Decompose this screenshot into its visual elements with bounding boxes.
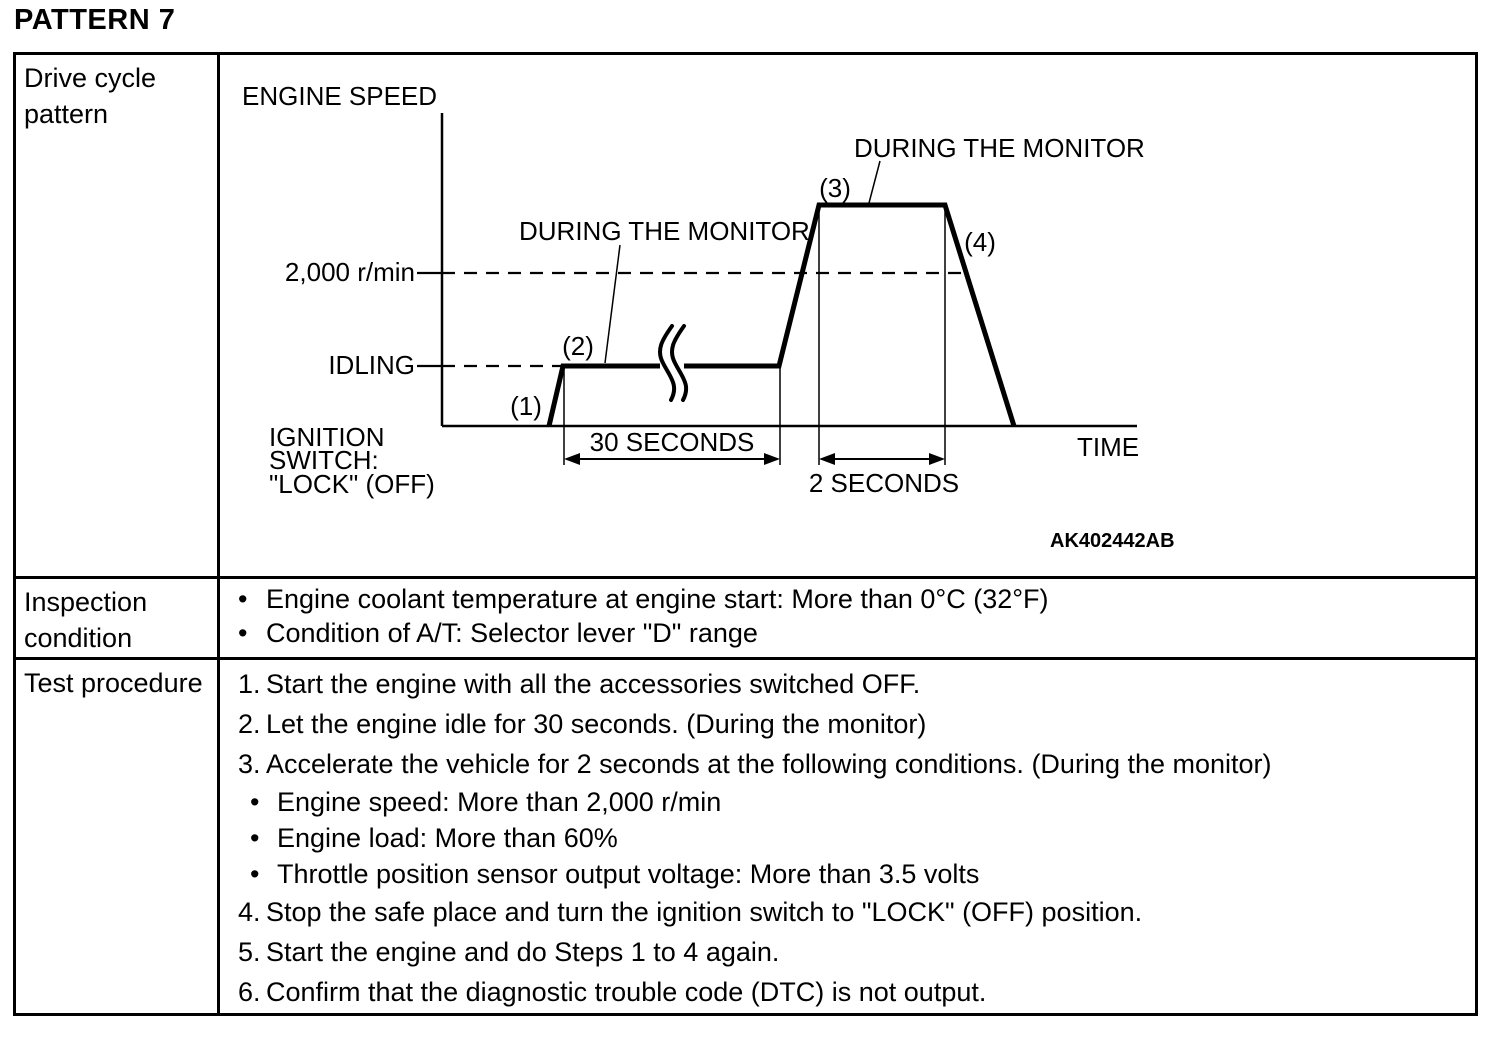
drive-cycle-diagram [220, 55, 1475, 576]
bullet-icon: • [238, 618, 248, 648]
pattern-table [13, 52, 1478, 1016]
list-item [238, 704, 1475, 744]
table-row-drive-cycle [16, 55, 1475, 579]
ignition-label-line1: IGNITION [269, 422, 385, 452]
table-row-test-procedure [16, 660, 1475, 1013]
ignition-label-line2: SWITCH: [269, 445, 379, 475]
step-number: 4. [238, 897, 261, 927]
step-text: Stop the safe place and turn the ignition switch to "LOCK" (OFF) position. [266, 897, 1143, 927]
bullet-icon: • [250, 859, 260, 889]
substep-text: Engine speed: More than 2,000 r/min [277, 787, 722, 817]
list-item [238, 972, 1475, 1012]
arrowhead-left-icon [564, 453, 580, 465]
idle-line-label: IDLING [328, 350, 415, 380]
duration-2s-label: 2 SECONDS [808, 468, 960, 498]
inspection-condition-cell [220, 579, 1475, 657]
list-item [250, 856, 1475, 892]
page-title: PATTERN 7 [14, 4, 176, 36]
step-number: 1. [238, 669, 261, 699]
step-text: Start the engine with all the accessories switched OFF. [266, 669, 921, 699]
step-number: 2. [238, 709, 261, 739]
step-text: Confirm that the diagnostic trouble code (DTC) is not output. [266, 977, 987, 1007]
rpm-line-label: 2,000 r/min [284, 257, 415, 287]
list-item [250, 784, 1475, 820]
list-item [238, 582, 1475, 616]
list-item [238, 664, 1475, 704]
step-number: 6. [238, 977, 261, 1007]
bullet-icon: • [250, 823, 260, 853]
inspection-item-text: Condition of A/T: Selector lever "D" range [266, 618, 758, 648]
monitor-label-accel: DURING THE MONITOR [854, 133, 1145, 163]
list-item [238, 892, 1475, 932]
inspection-item-text: Engine coolant temperature at engine start: More than 0°C (32°F) [266, 584, 1049, 614]
step-number: 3. [238, 749, 261, 779]
substep-text: Engine load: More than 60% [277, 823, 618, 853]
time-break-mark [660, 326, 674, 400]
test-procedure-list [220, 660, 1475, 1012]
row-label-inspection-condition: Inspection condition [16, 579, 220, 657]
step-text: Accelerate the vehicle for 2 seconds at the following conditions. (During the monitor) [266, 749, 1272, 779]
y-axis-label: ENGINE SPEED [242, 81, 438, 111]
monitor-label-idle: DURING THE MONITOR [519, 216, 810, 246]
bullet-icon: • [250, 787, 260, 817]
arrowhead-left-icon [819, 453, 835, 465]
row-label-drive-cycle-pattern: Drive cycle pattern [16, 55, 220, 576]
arrowhead-right-icon [929, 453, 945, 465]
arrowhead-right-icon [764, 453, 780, 465]
list-item [238, 744, 1475, 784]
substep-text: Throttle position sensor output voltage: More than 3.5 volts [277, 859, 980, 889]
inspection-list [220, 579, 1475, 650]
list-item [238, 932, 1475, 972]
duration-30s-label: 30 SECONDS [589, 427, 755, 457]
drive-cycle-curve-left [549, 366, 660, 426]
list-item [238, 616, 1475, 650]
marker-3: (3) [819, 173, 851, 203]
row-label-test-procedure: Test procedure [16, 660, 220, 1013]
step-number: 5. [238, 937, 261, 967]
x-axis-label: TIME [1077, 432, 1140, 462]
step-text: Let the engine idle for 30 seconds. (During the monitor) [266, 709, 927, 739]
list-item [250, 820, 1475, 856]
marker-2: (2) [562, 331, 594, 361]
ignition-label-line3: "LOCK" (OFF) [269, 469, 435, 499]
marker-1: (1) [510, 391, 542, 421]
monitor-accel-leader-line [869, 161, 880, 203]
bullet-icon: • [238, 584, 248, 614]
test-procedure-cell [220, 660, 1475, 1013]
step-text: Start the engine and do Steps 1 to 4 again. [266, 937, 780, 967]
drive-cycle-diagram-cell [220, 55, 1475, 576]
table-row-inspection [16, 579, 1475, 660]
monitor-idle-leader-line [605, 245, 620, 363]
figure-code: AK402442AB [1050, 530, 1175, 552]
marker-4: (4) [964, 227, 996, 257]
